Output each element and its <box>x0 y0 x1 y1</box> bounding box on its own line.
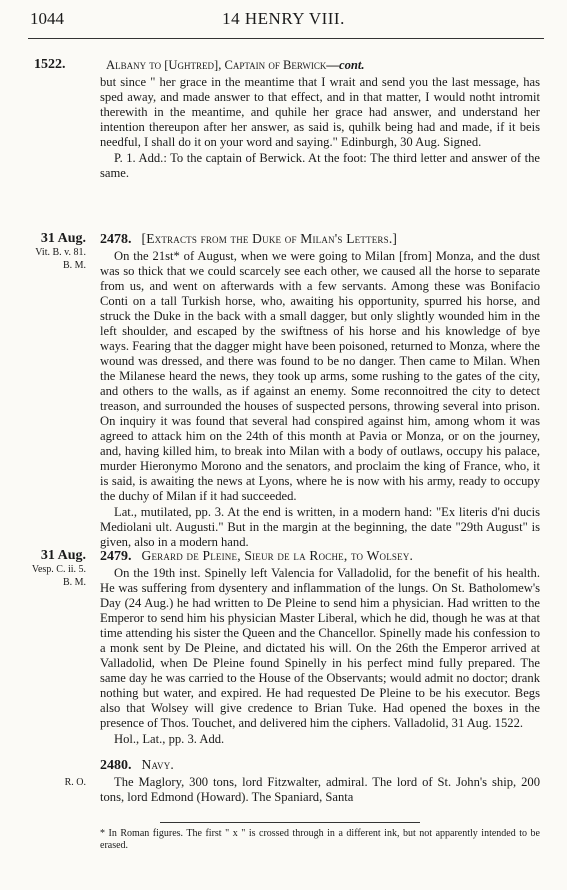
entry-reference: Vesp. C. ii. 5. <box>31 564 86 575</box>
entry-reference: B. M. <box>62 577 86 588</box>
entry-body: On the 19th inst. Spinelly left Valencia for Valladolid, for the benefit of his health. He was suffering from dysentery and inflammation of the lungs. On St. Batholomew's Day (24 Aug.) he had written to De Pleine to send him a physician. Had written to the Emperor to send him his physician Master Liberal, which he did, though he was at that time attending his sister the Queen and the Chancellor. Spinelly made his confession to a monk sent by De Pleine, and dictated his will. On the 26th the Emperor arrived at Valladolid, when De Pleine found Spinelly in his perfect mind fully prepared. The same day he was carried to the House of the Observants; would admit no doctor; drank nothing but water, and expired. He had requested De Pleine to be his executor. Begs also that Wolsey will give credence to Brian Tuke. Had opened the boxes in the presence of Thos. Touchet, and delivered him the ciphers. Valladolid, 31 Aug. 1522. <box>100 566 540 730</box>
entry-date: 31 Aug. <box>40 548 86 563</box>
entry-meta: Hol., Lat., pp. 3. Add. <box>114 732 225 746</box>
footnote-rule <box>160 822 420 823</box>
entry-heading <box>100 231 540 247</box>
entry-heading <box>100 757 540 773</box>
entry-number: 2480. <box>100 758 132 773</box>
year-label: 1522. <box>34 57 66 72</box>
continued-marker: —cont. <box>326 58 365 72</box>
entry-2480-margin <box>0 773 86 789</box>
continued-meta: P. 1. Add.: To the captain of Berwick. At the foot: The third letter and answer of the same. <box>100 151 540 180</box>
entry-title: Gerard de Pleine, Sieur de la Roche, to Wolsey. <box>141 548 414 563</box>
entry-heading <box>100 548 540 564</box>
header-rule <box>28 38 544 39</box>
continued-heading <box>106 58 540 73</box>
entry-number: 2478. <box>100 232 132 247</box>
entry-reference: Vit. B. v. 81. <box>35 247 86 258</box>
entry-2478 <box>100 231 540 550</box>
entry-body: The Maglory, 300 tons, lord Fitzwalter, admiral. The lord of St. John's ship, 200 tons, lord Edmond (Howard). The Spaniard, Santa <box>100 775 540 804</box>
continued-body: but since " her grace in the meantime that I wrait and send you the last message, has sped away, and made answer to that effect, and in that matter, I would notht intromit therewith in the meantime, and quhile her grace had answer, and understand her intention thereupon after her answer, as said is, quhilk being had and made, if it beis needful, I shall do it on your word and saying." Edinburgh, 30 Aug. Signed. <box>100 75 540 149</box>
page-number: 1044 <box>30 9 64 28</box>
entry-meta: Lat., mutilated, pp. 3. At the end is written, in a modern hand: "Ex literis d'ni ducis Mediolani ult. Augusti." But in the margin at the beginning, the date "29th August" is given, also in a modern hand. <box>100 505 540 549</box>
continued-entry <box>100 58 540 181</box>
running-title: 14 HENRY VIII. <box>222 9 345 28</box>
entry-title: Navy. <box>141 757 174 772</box>
entry-number: 2479. <box>100 549 132 564</box>
continued-title: Albany to [Ughtred], Captain of Berwick <box>106 58 327 72</box>
footnote: * In Roman figures. The first " x " is crossed through in a different ink, but not apparently intended to be erased. <box>100 828 540 851</box>
entry-2480 <box>100 757 540 805</box>
entry-reference: B. M. <box>62 260 86 271</box>
entry-title: [Extracts from the Duke of Milan's Letters.] <box>141 231 398 246</box>
page-header <box>0 9 567 31</box>
entry-2479 <box>100 548 540 747</box>
entry-body: On the 21st* of August, when we were going to Milan [from] Monza, and the dust was so thick that we could scarcely see each other, we caused all the horse to separate from us, and went on afterwards with a few servants. Among these was Bonifacio Conti on a tall Turkish horse, who, awaiting his opportunity, spurred his horse, and struck the Duke in the back with a small dagger, but only slightly wounded him in the left shoulder, and escaped by the swiftness of his horse and his knowledge of bye ways. Fearing that the dagger might have been poisoned, returned to Monza, where the wound was dressed, and there was found to be no danger. Then came to Milan. When the Milanese heard the news, they took up arms, some rushing to the gates of the city, and others to the walls, as if against an enemy. Some reconnoitred the city to detect treason, and surrounded the houses of suspected persons, throwing several into prison. On inquiry it was found that several had conspired against him, among whom it was agreed to attack him on the 24th of this month at Pavia or Monza, or on the journey, and, having killed him, to break into Milan with a body of outlaws, occupy his palace, murder Hieronymo Morono and the senators, and proclaim the king of France, who, it is said, is awaiting the news at Lyons, where he is now with his army, ready to occupy the duchy of Milan if it had succeeded. <box>100 249 540 503</box>
entry-reference: R. O. <box>64 777 86 788</box>
entry-date: 31 Aug. <box>40 231 86 246</box>
entry-2479-margin <box>0 548 86 589</box>
entry-2478-margin <box>0 231 86 272</box>
